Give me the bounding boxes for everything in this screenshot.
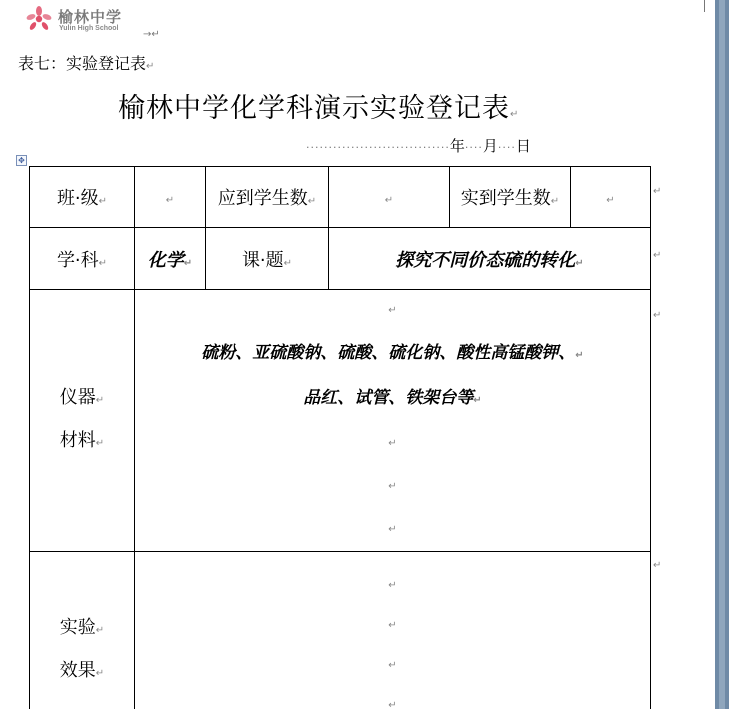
page-title-text: 榆林中学化学科演示实验登记表 — [118, 93, 510, 124]
paragraph-mark: ↵ — [510, 109, 520, 120]
table-row — [30, 552, 651, 709]
expected-students-value-cell[interactable]: ↵ — [329, 167, 450, 228]
paragraph-mark: ↵ — [146, 61, 155, 72]
row-end-mark: ↵ — [653, 560, 662, 571]
row-end-mark: ↵ — [653, 186, 662, 197]
actual-students-label-cell[interactable]: 实到学生数↵ — [450, 167, 571, 228]
year-label: 年 — [449, 137, 465, 155]
subject-label-cell[interactable]: 学·科↵ — [30, 228, 135, 290]
materials-line-2: 品红、试管、铁架台等↵ — [303, 388, 482, 408]
table-caption-text: 表七：实验登记表 — [18, 54, 147, 73]
arrow-paragraph-mark: →↵ — [143, 29, 160, 40]
table-row — [30, 228, 651, 290]
class-value-cell[interactable]: ↵ — [135, 167, 206, 228]
day-label: 日 — [515, 137, 531, 155]
month-label: 月 — [482, 137, 498, 155]
date-line[interactable] — [306, 135, 531, 156]
effect-content-cell[interactable]: ↵ ↵ ↵ ↵ — [135, 552, 651, 709]
materials-content-cell[interactable]: ↵ 硫粉、亚硫酸钠、硫酸、硫化钠、酸性高锰酸钾、↵ 品红、试管、铁架台等↵ ↵ ↵ ↵ — [135, 290, 651, 552]
effect-label-cell[interactable]: 实验↵ 效果↵ — [30, 552, 135, 709]
topic-value-cell[interactable]: 探究不同价态硫的转化↵ — [329, 228, 651, 290]
class-label-cell[interactable]: 班·级↵ — [30, 167, 135, 228]
actual-students-value-cell[interactable]: ↵ — [571, 167, 651, 228]
table-move-handle-icon[interactable]: ✥ — [16, 155, 27, 166]
table-row — [30, 167, 651, 228]
subject-value-cell[interactable]: 化学↵ — [135, 228, 206, 290]
dot-leader: ···· — [464, 141, 483, 154]
row-end-mark: ↵ — [653, 310, 662, 321]
materials-label-cell[interactable]: 仪器↵ 材料↵ — [30, 290, 135, 552]
page-title[interactable] — [118, 86, 519, 125]
dot-leader: ···· — [497, 141, 516, 154]
table-row — [30, 290, 651, 552]
registration-table — [29, 166, 651, 709]
expected-students-label-cell[interactable]: 应到学生数↵ — [206, 167, 329, 228]
table-caption[interactable] — [18, 51, 154, 74]
row-end-mark: ↵ — [653, 250, 662, 261]
logo-english-name: Yulin High School — [59, 25, 119, 32]
logo-flower-icon — [24, 5, 54, 35]
logo-chinese-name: 榆林中学 — [58, 8, 123, 26]
materials-line-1: 硫粉、亚硫酸钠、硫酸、硫化钠、酸性高锰酸钾、↵ — [201, 343, 584, 363]
topic-label-cell[interactable]: 课·题↵ — [206, 228, 329, 290]
page-corner-mark — [704, 0, 705, 12]
window-scrollbar[interactable] — [715, 0, 729, 709]
dot-leader: ································ — [306, 141, 450, 154]
